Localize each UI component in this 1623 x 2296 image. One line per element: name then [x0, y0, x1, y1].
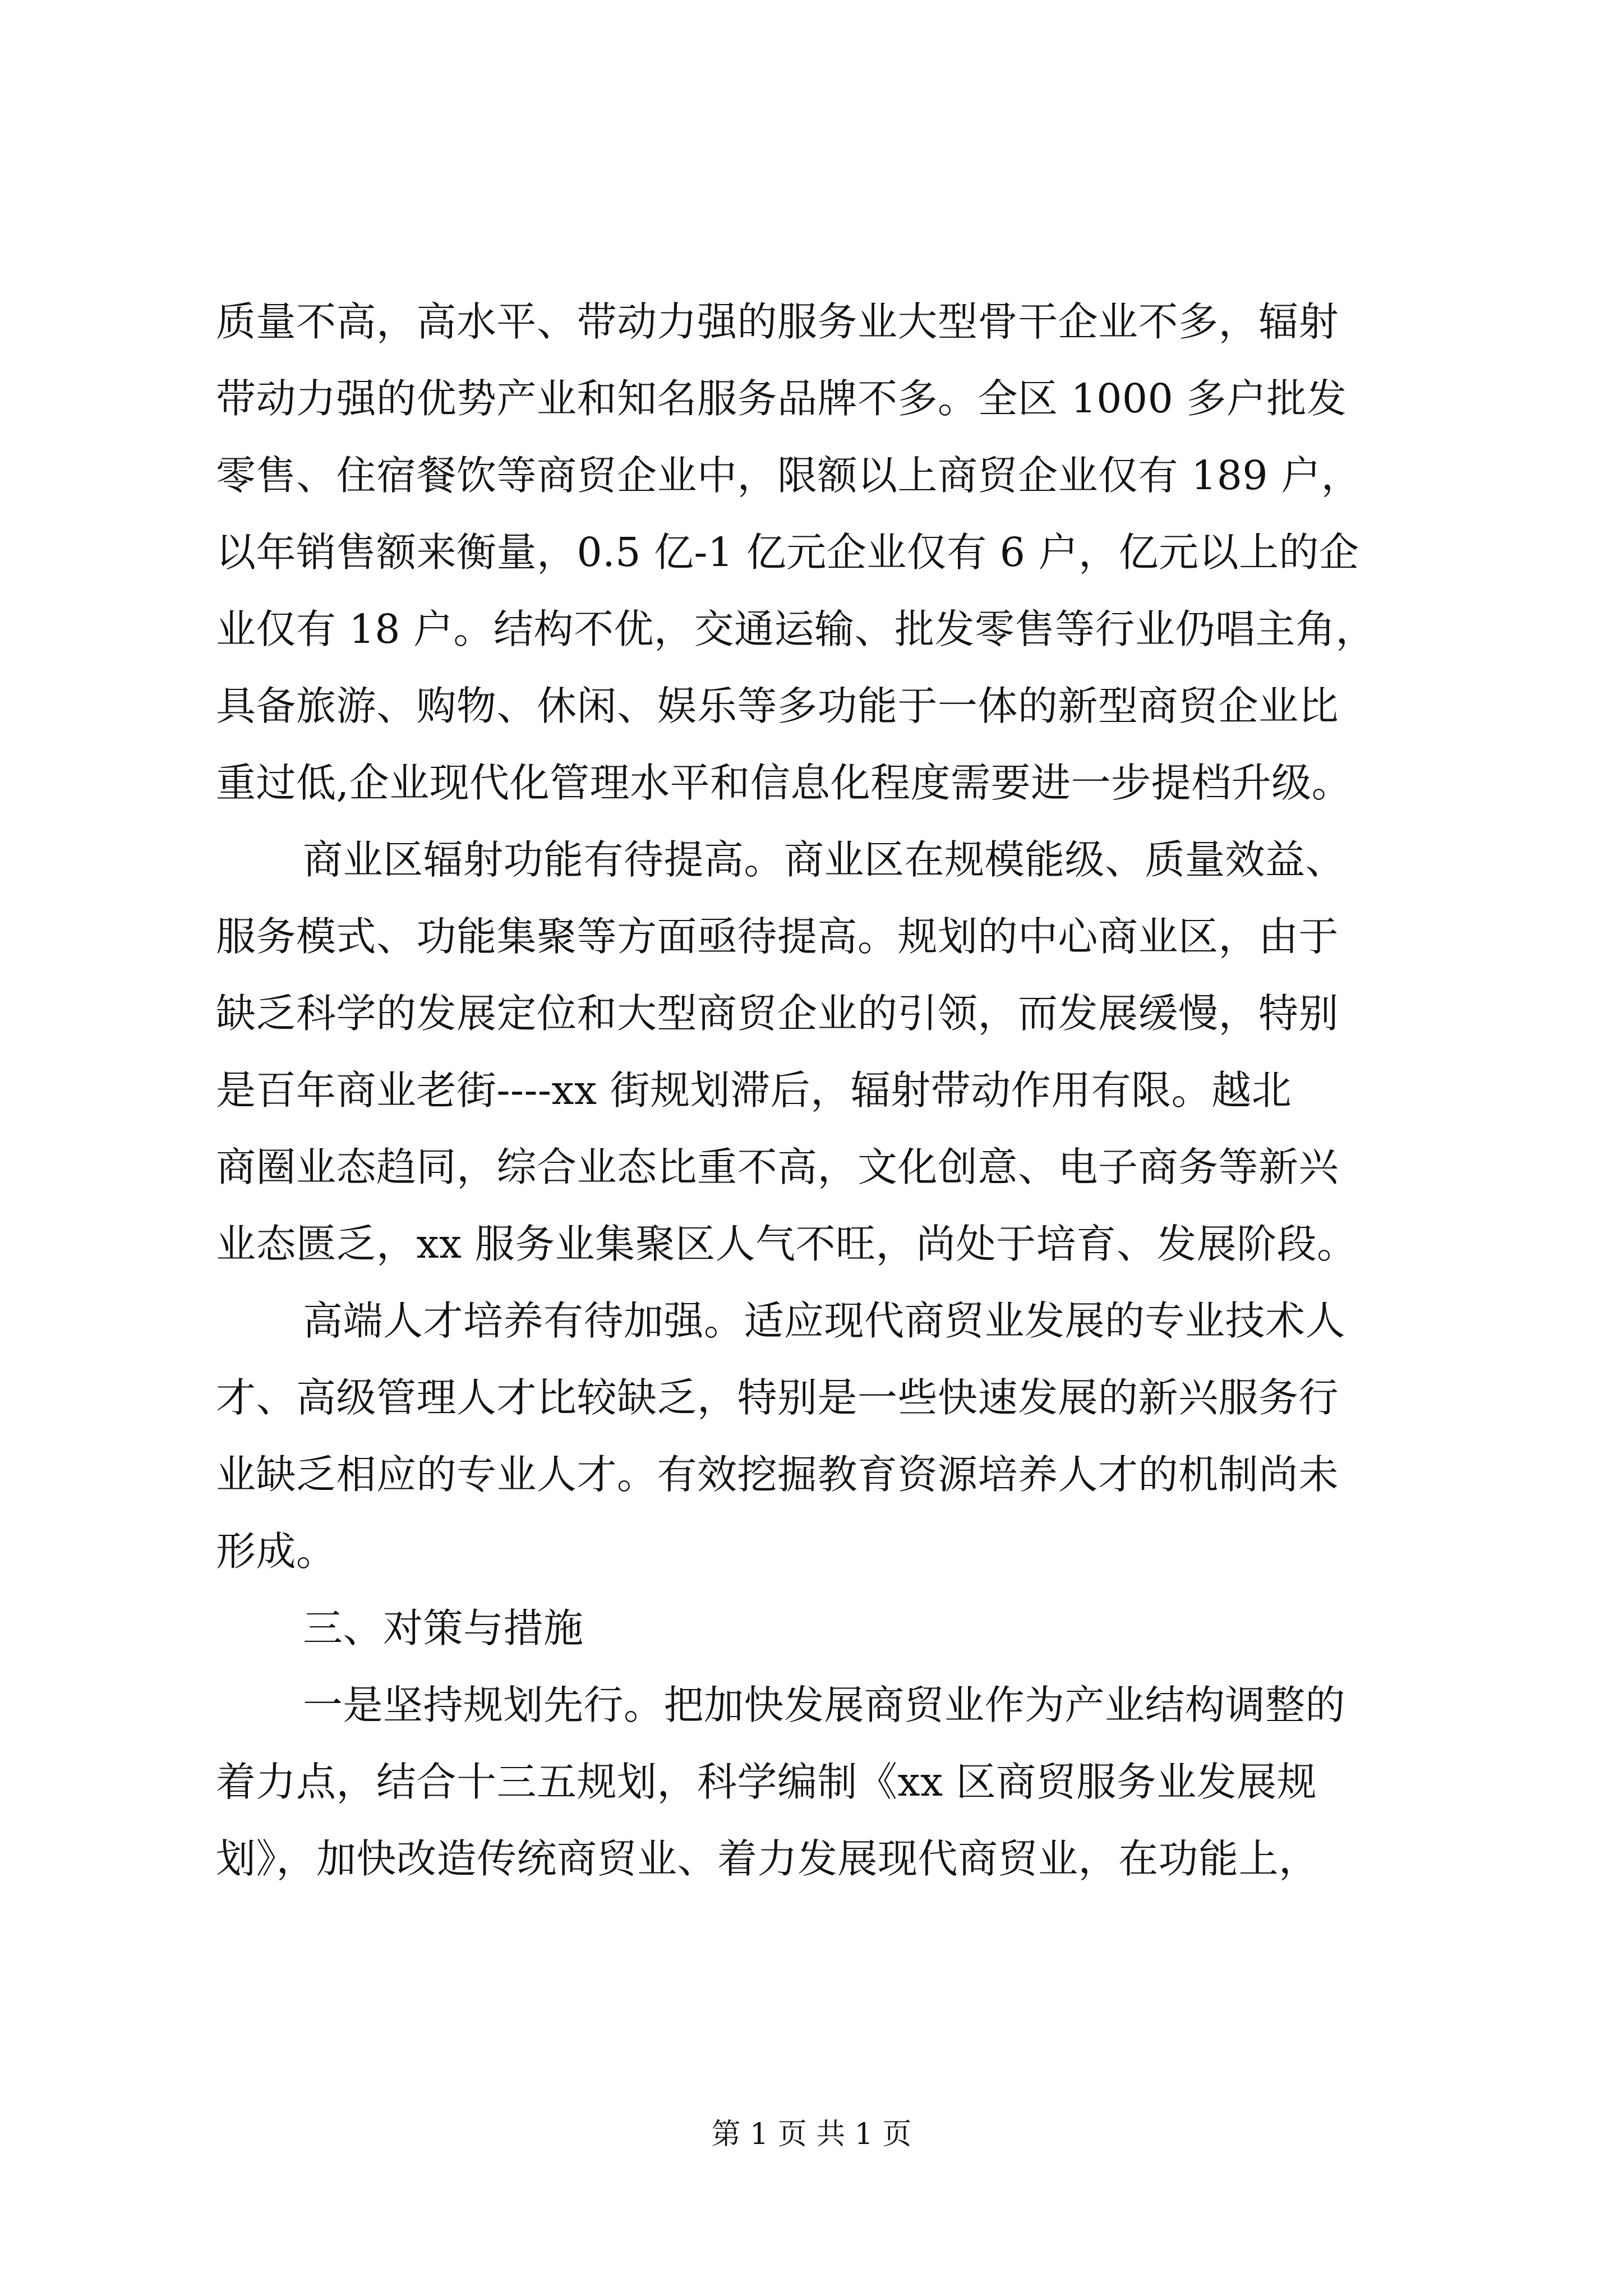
text-line: 着力点，结合十三五规划，科学编制《xx 区商贸服务业发展规: [216, 1759, 1317, 1805]
text-line: 零售、住宿餐饮等商贸企业中，限额以上商贸企业仅有 189 户，: [216, 452, 1362, 499]
text-line: 才、高级管理人才比较缺乏，特别是一些快速发展的新兴服务行: [216, 1374, 1339, 1421]
text-line: 业态匮乏，xx 服务业集聚区人气不旺，尚处于培育、发展阶段。: [216, 1221, 1357, 1267]
text-line: 重过低,企业现代化管理水平和信息化程度需要进一步提档升级。: [216, 760, 1352, 806]
text-line: 商圈业态趋同，综合业态比重不高，文化创意、电子商务等新兴: [216, 1144, 1339, 1190]
document-body: [216, 283, 1408, 1897]
text-line: 商业区辐射功能有待提高。商业区在规模能级、质量效益、: [303, 836, 1346, 883]
page-footer: 第 1 页 共 1 页: [711, 2118, 912, 2151]
text-line: 缺乏科学的发展定位和大型商贸企业的引领，而发展缓慢，特别: [216, 990, 1339, 1037]
text-line: 是百年商业老街----xx 街规划滞后，辐射带动作用有限。越北: [216, 1067, 1292, 1114]
text-line: 三、对策与措施: [303, 1605, 584, 1651]
text-line: 划》，加快改造传统商贸业、着力发展现代商贸业，在功能上，: [216, 1835, 1319, 1882]
text-line: 一是坚持规划先行。把加快发展商贸业作为产业结构调整的: [303, 1682, 1346, 1728]
text-line: 服务模式、功能集聚等方面亟待提高。规划的中心商业区，由于: [216, 913, 1339, 960]
text-line: 业仅有 18 户。结构不优，交通运输、批发零售等行业仍唱主角，: [216, 606, 1376, 652]
text-line: 质量不高，高水平、带动力强的服务业大型骨干企业不多，辐射: [216, 298, 1339, 345]
text-line: 高端人才培养有待加强。适应现代商贸业发展的专业技术人: [303, 1297, 1346, 1344]
text-line: 业缺乏相应的专业人才。有效挖掘教育资源培养人才的机制尚未: [216, 1451, 1339, 1498]
text-line: 形成。: [216, 1528, 336, 1575]
text-line: 以年销售额来衡量，0.5 亿-1 亿元企业仅有 6 户，亿元以上的企: [216, 529, 1359, 576]
text-line: 具备旅游、购物、休闲、娱乐等多功能于一体的新型商贸企业比: [216, 683, 1339, 729]
text-line: 带动力强的优势产业和知名服务品牌不多。全区 1000 多户批发: [216, 375, 1347, 422]
